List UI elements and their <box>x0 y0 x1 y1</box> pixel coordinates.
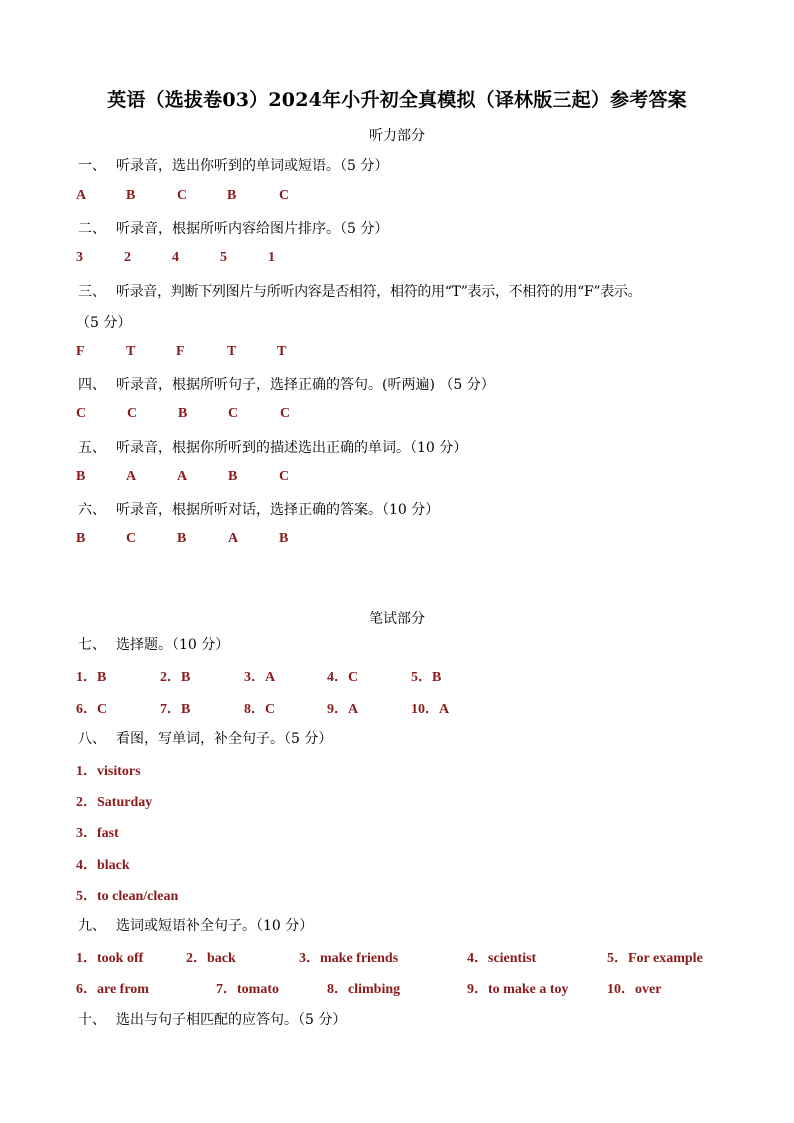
answer: 3．A <box>244 670 276 685</box>
answer: 8．climbing <box>327 982 401 997</box>
answer: C <box>177 188 188 203</box>
answer: 6．are from <box>76 982 149 997</box>
answer: 1．B <box>76 670 107 685</box>
section-10-question <box>78 1009 346 1029</box>
section-7-question <box>78 634 229 654</box>
answer: B <box>178 406 188 421</box>
section-8-answer-3: 3．fast <box>76 826 119 841</box>
answer: T <box>277 344 287 359</box>
answer: 10．A <box>411 702 450 717</box>
answer: B <box>76 531 86 546</box>
answer: C <box>126 531 137 546</box>
section-9-question <box>78 915 313 935</box>
listening-part-heading: 听力部分 <box>369 128 425 144</box>
answer: A <box>126 469 137 484</box>
answer: T <box>126 344 136 359</box>
section-number: 五、 <box>78 440 106 456</box>
answer: 1 <box>268 250 275 265</box>
section-instruction: 听录音，根据所听对话，选择正确的答案。（10 分） <box>116 502 440 518</box>
answer: F <box>76 344 85 359</box>
section-instruction: 看图，写单词，补全句子。（5 分） <box>116 731 333 747</box>
section-8-answer-4: 4．black <box>76 858 130 873</box>
answer: 3．make friends <box>299 951 399 966</box>
answer: B <box>126 188 136 203</box>
section-instruction: 听录音，根据所听内容给图片排序。（5 分） <box>116 221 389 237</box>
section-instruction: 听录音，判断下列图片与所听内容是否相符，相符的用“T”表示，不相符的用“F”表示。 <box>116 284 642 300</box>
section-3-question <box>78 281 641 301</box>
section-number: 八、 <box>78 731 106 747</box>
answer: 6．C <box>76 702 108 717</box>
section-number: 九、 <box>78 918 106 934</box>
answer: 8．C <box>244 702 276 717</box>
answer: 9．A <box>327 702 359 717</box>
answer: C <box>228 406 239 421</box>
section-number: 二、 <box>78 221 106 237</box>
answer: B <box>76 469 86 484</box>
answer: 5．B <box>411 670 442 685</box>
answer: 2 <box>124 250 131 265</box>
section-4-question <box>78 374 495 394</box>
section-8-answer-5: 5．to clean/clean <box>76 889 179 904</box>
section-5-question <box>78 437 467 457</box>
section-instruction: 听录音，根据所听句子，选择正确的答句。(听两遍) （5 分） <box>116 377 495 393</box>
section-number: 七、 <box>78 637 106 653</box>
section-number: 十、 <box>78 1012 106 1028</box>
section-instruction: 听录音，根据你所听到的描述选出正确的单词。（10 分） <box>116 440 468 456</box>
writing-part-heading: 笔试部分 <box>369 611 425 627</box>
section-8-question <box>78 728 332 748</box>
answer: 5．For example <box>607 951 703 966</box>
section-instruction: 选择题。（10 分） <box>116 637 230 653</box>
document-title: 英语（选拔卷03）2024年小升初全真模拟（译林版三起）参考答案 <box>107 89 687 111</box>
answer: 4 <box>172 250 179 265</box>
section-number: 四、 <box>78 377 106 393</box>
section-number: 六、 <box>78 502 106 518</box>
answer: B <box>227 188 237 203</box>
section-instruction: 选词或短语补全句子。（10 分） <box>116 918 314 934</box>
answer: 2．B <box>160 670 191 685</box>
answer: C <box>76 406 87 421</box>
section-number: 三、 <box>78 284 106 300</box>
answer: 1．took off <box>76 951 144 966</box>
section-8-answer-1: 1．visitors <box>76 764 141 779</box>
section-instruction: 听录音，选出你听到的单词或短语。（5 分） <box>116 158 389 174</box>
answer: B <box>279 531 289 546</box>
answer: C <box>280 406 291 421</box>
answer: 4．scientist <box>467 951 537 966</box>
section-3-score: （5 分） <box>76 315 132 331</box>
answer: F <box>176 344 185 359</box>
answer: 5 <box>220 250 227 265</box>
answer: B <box>177 531 187 546</box>
answer: C <box>279 188 290 203</box>
answer: A <box>177 469 188 484</box>
answer: 10．over <box>607 982 662 997</box>
section-6-question <box>78 499 439 519</box>
section-instruction: 选出与句子相匹配的应答句。（5 分） <box>116 1012 347 1028</box>
answer: 9．to make a toy <box>467 982 569 997</box>
answer: B <box>228 469 238 484</box>
section-number: 一、 <box>78 158 106 174</box>
answer: A <box>228 531 239 546</box>
answer: 7．tomato <box>216 982 279 997</box>
answer: 2．back <box>186 951 236 966</box>
answer: 4．C <box>327 670 359 685</box>
answer: C <box>279 469 290 484</box>
section-2-question <box>78 218 388 238</box>
answer: C <box>127 406 138 421</box>
section-1-question <box>78 155 388 175</box>
answer: A <box>76 188 87 203</box>
answer: 7．B <box>160 702 191 717</box>
answer: T <box>227 344 237 359</box>
section-8-answer-2: 2．Saturday <box>76 795 153 810</box>
answer: 3 <box>76 250 83 265</box>
